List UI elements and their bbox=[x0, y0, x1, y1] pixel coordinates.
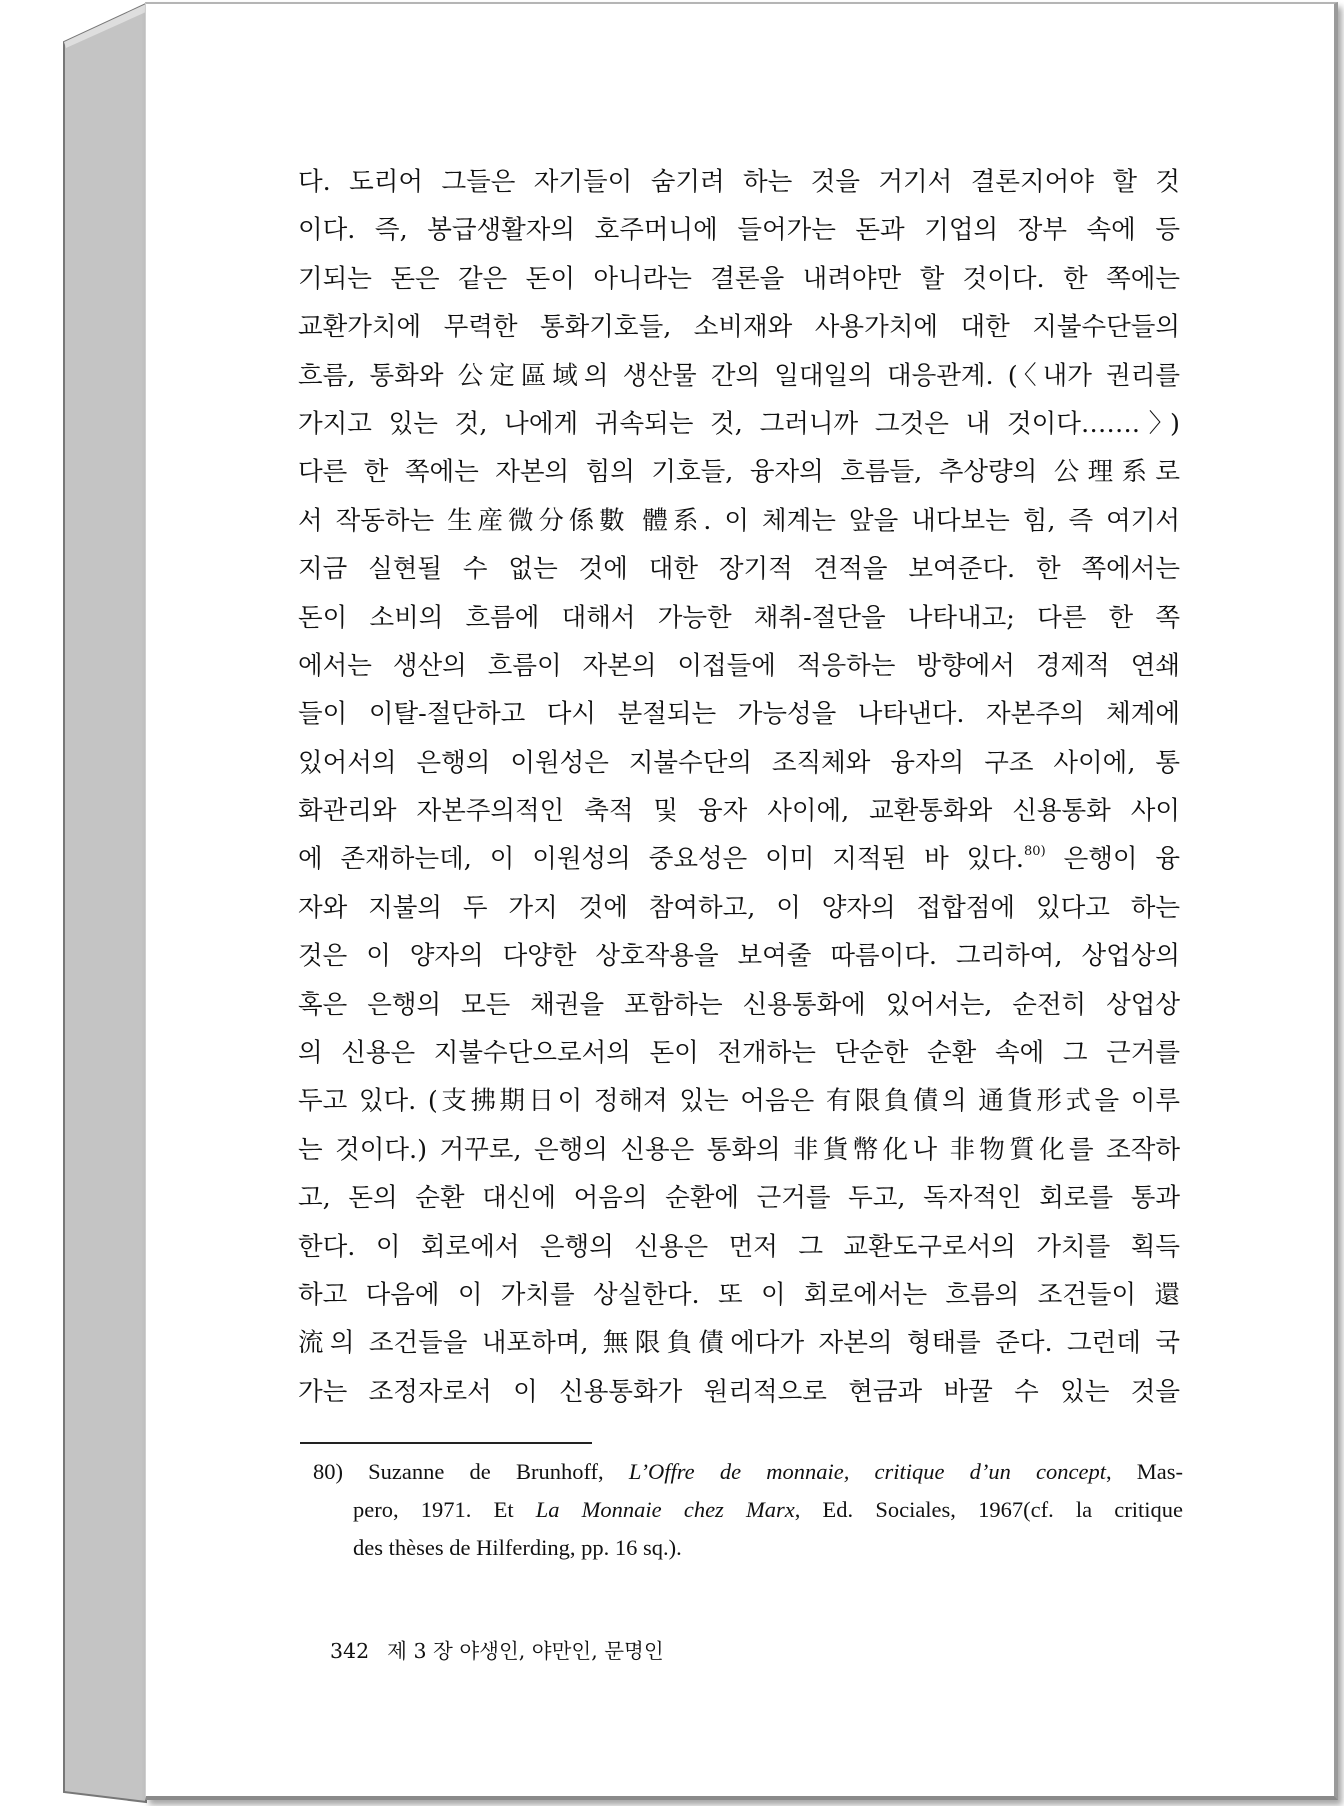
footnote-title: La Monnaie chez Marx bbox=[535, 1497, 795, 1522]
page-number: 342 bbox=[330, 1639, 370, 1663]
footnote-marker: 80) bbox=[313, 1459, 343, 1484]
footnote-text: , Ed. Sociales, 1967(cf. la critique bbox=[794, 1497, 1183, 1522]
running-footer bbox=[330, 1634, 664, 1664]
text-line: 혹은 은행의 모든 채권을 포함하는 신용통화에 있어서는, 순전히 상업상 bbox=[298, 989, 1180, 1020]
text-line: 두고 있다. (支拂期日이 정해져 있는 어음은 有限負債의 通貨形式을 이루 bbox=[298, 1086, 1180, 1117]
text-line: 자와 지불의 두 가지 것에 참여하고, 이 양자의 접합점에 있다고 하는 bbox=[298, 892, 1180, 923]
footnote-line bbox=[313, 1491, 1183, 1529]
text-line: 하고 다음에 이 가치를 상실한다. 또 이 회로에서는 흐름의 조건들이 還 bbox=[298, 1279, 1180, 1310]
body-text bbox=[298, 158, 1180, 1416]
footnote-text: , Mas- bbox=[1105, 1459, 1184, 1484]
text-line: 지금 실현될 수 없는 것에 대한 장기적 견적을 보여준다. 한 쪽에서는 bbox=[298, 554, 1180, 585]
text-line: 가지고 있는 것, 나에게 귀속되는 것, 그러니까 그것은 내 것이다…….〉) bbox=[298, 408, 1180, 439]
text-line: 화관리와 자본주의적인 축적 및 융자 사이에, 교환통화와 신용통화 사이 bbox=[298, 796, 1180, 827]
text-line: 기되는 돈은 같은 돈이 아니라는 결론을 내려야만 할 것이다. 한 쪽에는 bbox=[298, 263, 1180, 294]
text-line: 이다. 즉, 봉급생활자의 호주머니에 들어가는 돈과 기업의 장부 속에 등 bbox=[298, 215, 1180, 246]
text-line: 돈이 소비의 흐름에 대해서 가능한 채취-절단을 나타내고; 다른 한 쪽 bbox=[298, 602, 1180, 633]
text-line: 흐름, 통화와 公定區域의 생산물 간의 일대일의 대응관계. (〈내가 권리를 bbox=[298, 360, 1180, 391]
text-line: 의 신용은 지불수단으로서의 돈이 전개하는 단순한 순환 속에 그 근거를 bbox=[298, 1038, 1180, 1069]
footnote-divider bbox=[300, 1442, 592, 1444]
chapter-title: 제 3 장 야생인, 야만인, 문명인 bbox=[387, 1639, 664, 1663]
footnote-line: des thèses de Hilferding, pp. 16 sq.). bbox=[353, 1535, 682, 1560]
footnote-80 bbox=[313, 1453, 1183, 1567]
text-line bbox=[298, 835, 1180, 883]
text-line: 교환가치에 무력한 통화기호들, 소비재와 사용가치에 대한 지불수단들의 bbox=[298, 312, 1180, 343]
text-line: 서 작동하는 生産微分係數 體系. 이 체계는 앞을 내다보는 힘, 즉 여기서 bbox=[298, 505, 1180, 536]
text-line-body: 에 존재하는데, 이 이원성의 중요성은 이미 지적된 바 있다. bbox=[298, 844, 1025, 875]
footnote-line bbox=[313, 1453, 1183, 1491]
footnote-author: Suzanne de Brunhoff, bbox=[368, 1459, 604, 1484]
text-line: 고, 돈의 순환 대신에 어음의 순환에 근거를 두고, 독자적인 회로를 통과 bbox=[298, 1183, 1180, 1214]
text-line: 流의 조건들을 내포하며, 無限負債에다가 자본의 형태를 준다. 그런데 국 bbox=[298, 1328, 1180, 1359]
footnote-reference: 80) bbox=[1024, 844, 1046, 860]
text-line: 가는 조정자로서 이 신용통화가 원리적으로 현금과 바꿀 수 있는 것을 bbox=[298, 1376, 1180, 1407]
text-line: 있어서의 은행의 이원성은 지불수단의 조직체와 융자의 구조 사이에, 통 bbox=[298, 747, 1180, 778]
text-line: 다. 도리어 그들은 자기들이 숨기려 하는 것을 거기서 결론지어야 할 것 bbox=[298, 167, 1180, 197]
text-line: 것은 이 양자의 다양한 상호작용을 보여줄 따름이다. 그리하여, 상업상의 bbox=[298, 941, 1180, 972]
text-line: 에서는 생산의 흐름이 자본의 이접들에 적응하는 방향에서 경제적 연쇄 bbox=[298, 650, 1180, 681]
text-line: 들이 이탈-절단하고 다시 분절되는 가능성을 나타낸다. 자본주의 체계에 bbox=[298, 699, 1180, 730]
text-line: 는 것이다.) 거꾸로, 은행의 신용은 통화의 非貨幣化나 非物質化를 조작하 bbox=[298, 1134, 1180, 1165]
text-line-tail: 은행이 융 bbox=[1063, 844, 1180, 875]
footnote-text: pero, 1971. Et bbox=[353, 1497, 514, 1522]
text-line: 다른 한 쪽에는 자본의 힘의 기호들, 융자의 흐름들, 추상량의 公理系로 bbox=[298, 457, 1180, 488]
footnote-title: L’Offre de monnaie, critique d’un concept bbox=[628, 1459, 1106, 1484]
text-line: 한다. 이 회로에서 은행의 신용은 먼저 그 교환도구로서의 가치를 획득 bbox=[298, 1231, 1180, 1262]
